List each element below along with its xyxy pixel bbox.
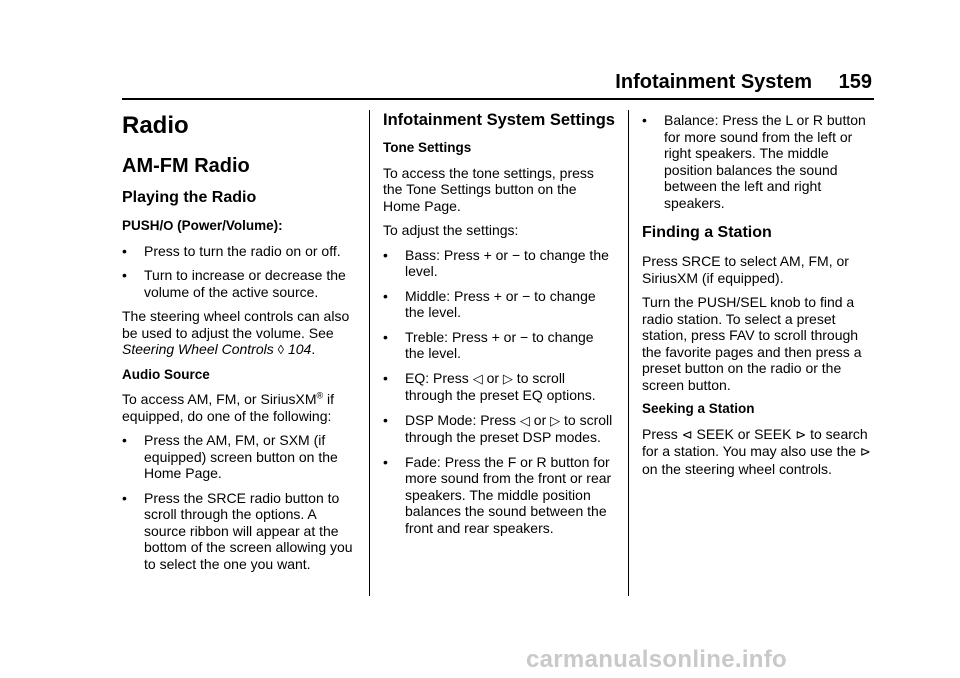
cross-reference-link[interactable]: Steering Wheel Controls: [122, 341, 274, 357]
left-arrow-icon: ◁: [472, 370, 483, 386]
heading-am-fm-radio: AM-FM Radio: [122, 155, 250, 177]
heading-audio-source: Audio Source: [122, 366, 210, 382]
heading-radio: Radio: [122, 112, 189, 139]
column-3: [642, 108, 876, 485]
paragraph-turn-knob: Turn the PUSH/SEL knob to find a radio station. To select a preset station, press FAV to scroll through the favorite pages and then press a preset button on the radio or the screen button.: [642, 294, 862, 393]
page-ref-number[interactable]: 104: [287, 341, 312, 357]
watermark: carmanualsonline.info: [526, 646, 788, 673]
page-header: [122, 66, 874, 100]
bullet-icon: •: [383, 369, 388, 386]
heading-seeking-a-station: Seeking a Station: [642, 401, 755, 416]
heading-infotainment-settings: Infotainment System Settings: [383, 111, 615, 129]
bullet-icon: •: [383, 453, 388, 470]
paragraph-adjust: To adjust the settings:: [383, 222, 519, 238]
paragraph-tone: To access the tone settings, press the Tone Settings button on the Home Page.: [383, 164, 594, 214]
list-item: • Press the AM, FM, or SXM (if equipped) screen button on the Home Page.: [122, 432, 338, 481]
paragraph-seek: Press ⊲ SEEK or SEEK ⊳ to search for a station. You may also use the ⊳ on the steering wheel controls.: [642, 425, 871, 477]
power-icon: O: [163, 218, 174, 233]
header-title: Infotainment System: [615, 71, 812, 93]
bullet-icon: •: [383, 246, 388, 263]
column-divider-2: [628, 110, 629, 596]
seek-forward-icon: ⊳: [859, 444, 871, 459]
left-arrow-icon: ◁: [519, 412, 530, 428]
bullet-icon: •: [122, 432, 127, 448]
bullet-icon: •: [642, 112, 647, 128]
heading-finding-a-station: Finding a Station: [642, 224, 772, 241]
registered-mark: ®: [316, 390, 324, 401]
page-number: 159: [838, 71, 872, 93]
list-item: • Fade: Press the F or R button for more sound from the front or rear speakers. The middle position balances the sound between the front and rear speakers.: [383, 453, 612, 536]
seek-forward-icon: ⊳: [795, 426, 807, 442]
list-item: • EQ: Press ◁ or ▷ to scroll through the preset EQ options.: [383, 369, 596, 403]
header-rule: [122, 98, 874, 100]
column-1: [122, 108, 356, 580]
list-item: • Press the SRCE radio button to scroll through the options. A source ribbon will appear at the bottom of the screen allowing you to select the one you want.: [122, 489, 353, 572]
list-item: • Middle: Press + or − to change the level.: [383, 287, 596, 320]
heading-playing-the-radio: Playing the Radio: [122, 189, 257, 206]
paragraph-access: To access AM, FM, or SiriusXM® if equipped, do one of the following:: [122, 390, 335, 424]
column-divider-1: [369, 110, 370, 596]
paragraph-srce: Press SRCE to select AM, FM, or SiriusXM (if equipped).: [642, 253, 849, 286]
bullet-icon: •: [122, 489, 127, 506]
bullet-icon: •: [383, 287, 388, 304]
paragraph-steering-controls: The steering wheel controls can also be used to adjust the volume. See Steering Wheel Controls ◊ 104.: [122, 308, 350, 357]
list-item: • Turn to increase or decrease the volume of the active source.: [122, 267, 346, 300]
right-arrow-icon: ▷: [550, 412, 561, 428]
bullet-icon: •: [122, 267, 127, 283]
bullet-icon: •: [383, 411, 388, 428]
list-item: • Bass: Press + or − to change the level.: [383, 246, 609, 279]
seek-back-icon: ⊲: [681, 426, 693, 442]
right-arrow-icon: ▷: [502, 370, 513, 386]
bullet-icon: •: [383, 328, 388, 345]
push-power-volume-label: PUSH/O (Power/Volume):: [122, 218, 283, 233]
bullet-icon: •: [122, 242, 127, 259]
list-item: • Balance: Press the L or R button for more sound from the left or right speakers. The middle position balances the sound between the left and right speakers.: [642, 112, 866, 211]
list-item: • DSP Mode: Press ◁ or ▷ to scroll through the preset DSP modes.: [383, 411, 613, 445]
column-2: [383, 108, 615, 544]
heading-tone-settings: Tone Settings: [383, 140, 472, 155]
list-item: • Press to turn the radio on or off.: [122, 242, 341, 259]
page-ref-icon: ◊: [277, 342, 285, 357]
list-item: • Treble: Press + or − to change the level.: [383, 328, 594, 361]
